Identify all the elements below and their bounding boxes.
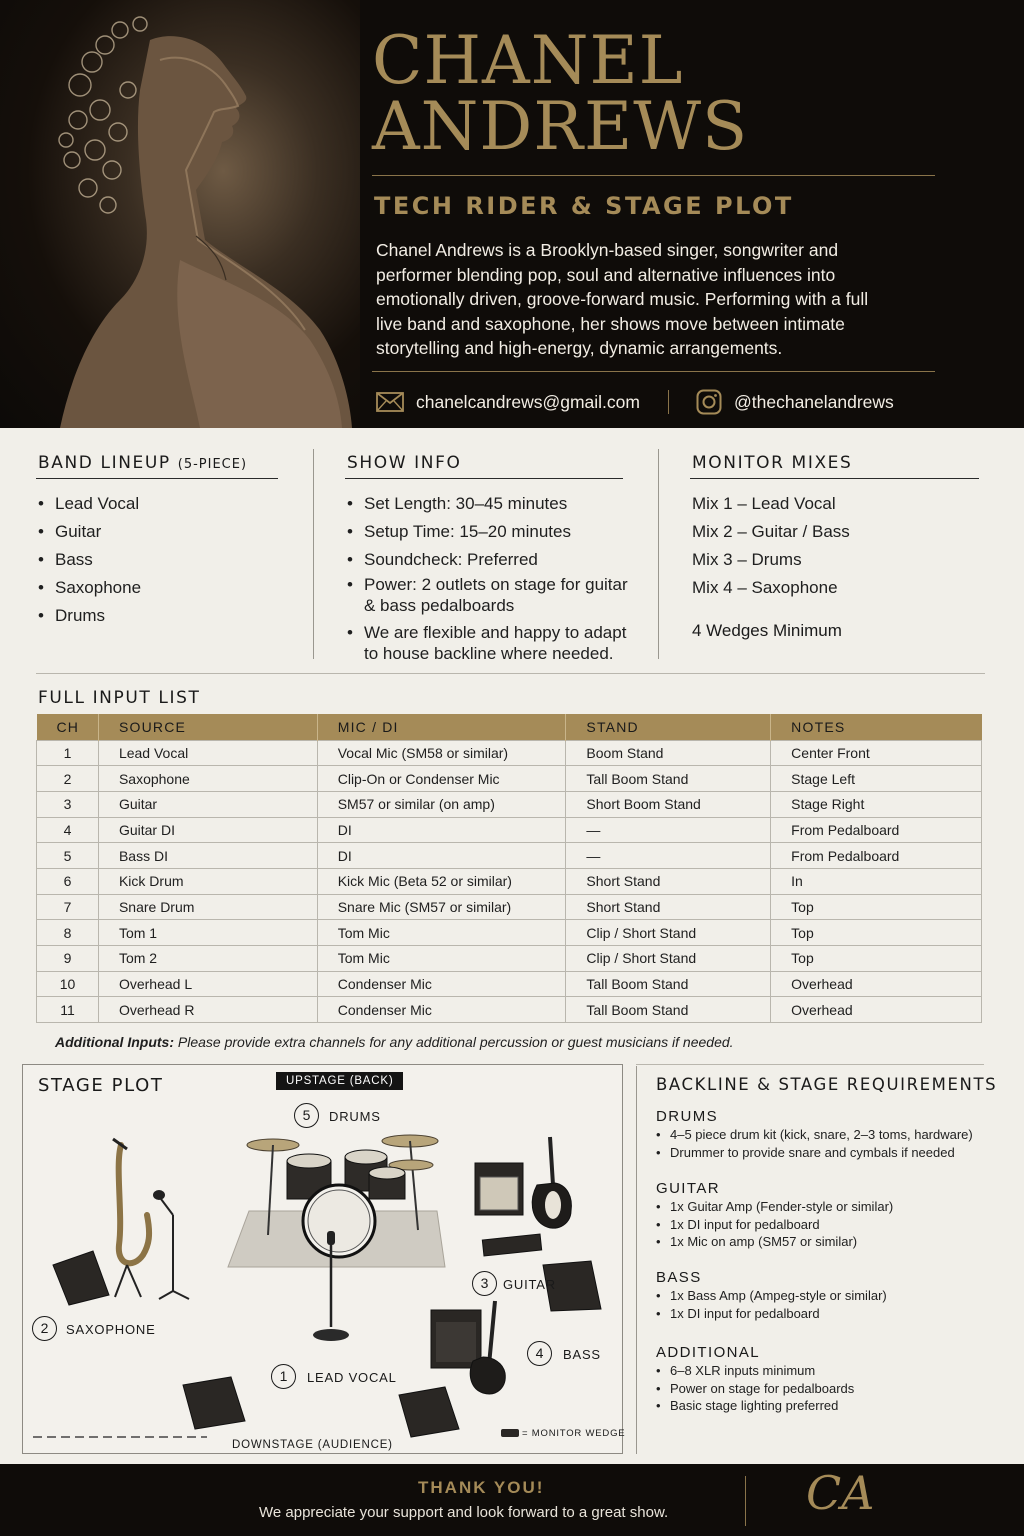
- downstage-label: DOWNSTAGE (AUDIENCE): [232, 1439, 393, 1451]
- table-cell: Top: [771, 920, 982, 946]
- saxophone-position-label: SAXOPHONE: [66, 1322, 156, 1337]
- table-cell: 7: [37, 894, 99, 920]
- table-cell: Kick Mic (Beta 52 or similar): [317, 868, 566, 894]
- list-item: • 1x DI input for pedalboard: [656, 1216, 893, 1234]
- table-cell: From Pedalboard: [771, 843, 982, 869]
- guitar-heading: GUITAR: [656, 1180, 720, 1197]
- table-cell: In: [771, 868, 982, 894]
- thank-you-heading: THANK YOU!: [418, 1478, 545, 1497]
- bass-position-label: BASS: [563, 1347, 601, 1362]
- instagram-icon: [696, 389, 722, 415]
- additional-heading: ADDITIONAL: [656, 1344, 761, 1361]
- table-cell: Tom Mic: [317, 946, 566, 972]
- bass-heading: BASS: [656, 1269, 702, 1286]
- list-item: Mix 3 – Drums: [692, 550, 802, 569]
- monitor-mixes-title: MONITOR MIXES: [692, 453, 853, 473]
- additional-requirements: [656, 1362, 854, 1415]
- table-cell: —: [566, 817, 771, 843]
- bass-requirements: [656, 1287, 887, 1322]
- section-divider: [36, 673, 985, 674]
- table-cell: Boom Stand: [566, 740, 771, 766]
- table-row: [37, 843, 982, 869]
- title-divider: [372, 175, 935, 176]
- table-cell: Overhead L: [98, 971, 317, 997]
- input-list-title: FULL INPUT LIST: [38, 688, 201, 708]
- table-row: [37, 971, 982, 997]
- table-row: [37, 740, 982, 766]
- table-row: [37, 791, 982, 817]
- thank-you-message: We appreciate your support and look forward to a great show.: [259, 1504, 669, 1521]
- table-cell: Overhead: [771, 971, 982, 997]
- list-item: • 1x Bass Amp (Ampeg-style or similar): [656, 1287, 887, 1305]
- band-lineup-list: [38, 493, 141, 626]
- table-cell: SM57 or similar (on amp): [317, 791, 566, 817]
- list-item: • 4–5 piece drum kit (kick, snare, 2–3 toms, hardware): [656, 1126, 986, 1144]
- artist-first-name: CHANEL: [372, 22, 684, 99]
- table-cell: 10: [37, 971, 99, 997]
- upstage-label: UPSTAGE (BACK): [276, 1072, 403, 1090]
- monitor-mixes-rule: [690, 478, 979, 479]
- table-cell: 4: [37, 817, 99, 843]
- position-number: 3: [472, 1271, 497, 1296]
- list-item: • 1x Guitar Amp (Fender-style or similar): [656, 1198, 893, 1216]
- artist-bio: Chanel Andrews is a Brooklyn-based singer, songwriter and performer blending pop, soul and alternative influences into emotionally driven, groove-forward music. Performing with a full live band and saxophone, her shows move between intimate storytelling and high-energy, dynamic arrangements.: [376, 240, 869, 358]
- table-cell: Tall Boom Stand: [566, 997, 771, 1023]
- list-item: • We are flexible and happy to adapt to house backline where needed.: [347, 622, 637, 664]
- table-cell: 9: [37, 946, 99, 972]
- lead-vocal-position-label: LEAD VOCAL: [307, 1370, 397, 1385]
- column-header: CH: [37, 714, 99, 740]
- list-item: • Power: 2 outlets on stage for guitar & bass pedalboards: [347, 574, 637, 616]
- table-cell: Tall Boom Stand: [566, 971, 771, 997]
- column-header: SOURCE: [98, 714, 317, 740]
- show-info-rule: [345, 478, 623, 479]
- table-cell: Overhead: [771, 997, 982, 1023]
- position-number: 5: [294, 1103, 319, 1128]
- table-cell: Saxophone: [98, 766, 317, 792]
- list-item: • Basic stage lighting preferred: [656, 1397, 854, 1415]
- column-header: NOTES: [771, 714, 982, 740]
- table-cell: 1: [37, 740, 99, 766]
- table-cell: Kick Drum: [98, 868, 317, 894]
- contact-separator: [668, 390, 669, 414]
- table-row: [37, 894, 982, 920]
- additional-inputs-note: Additional Inputs: Please provide extra channels for any additional percussion or guest musicians if needed.: [55, 1034, 734, 1050]
- table-cell: Overhead R: [98, 997, 317, 1023]
- table-cell: Guitar: [98, 791, 317, 817]
- table-cell: DI: [317, 817, 566, 843]
- drums-requirements: [656, 1126, 986, 1161]
- table-cell: 11: [37, 997, 99, 1023]
- list-item: • Setup Time: 15–20 minutes: [347, 521, 637, 542]
- table-cell: 3: [37, 791, 99, 817]
- table-cell: Bass DI: [98, 843, 317, 869]
- table-row: [37, 946, 982, 972]
- table-cell: DI: [317, 843, 566, 869]
- list-item: Mix 1 – Lead Vocal: [692, 494, 836, 513]
- table-row: [37, 868, 982, 894]
- wedges-note: 4 Wedges Minimum: [692, 621, 842, 640]
- column-divider: [658, 449, 659, 659]
- table-cell: Vocal Mic (SM58 or similar): [317, 740, 566, 766]
- input-list-table: [36, 714, 982, 1023]
- table-row: [37, 766, 982, 792]
- table-cell: Condenser Mic: [317, 971, 566, 997]
- band-lineup-rule: [36, 478, 278, 479]
- table-cell: 5: [37, 843, 99, 869]
- table-cell: Snare Mic (SM57 or similar): [317, 894, 566, 920]
- table-cell: 6: [37, 868, 99, 894]
- column-divider: [636, 1066, 637, 1454]
- document-subtitle: TECH RIDER & STAGE PLOT: [374, 192, 794, 220]
- drums-position-label: DRUMS: [329, 1109, 381, 1124]
- list-item: • Soundcheck: Preferred: [347, 549, 637, 570]
- column-header: STAND: [566, 714, 771, 740]
- table-cell: Short Stand: [566, 894, 771, 920]
- artist-last-name: ANDREWS: [372, 88, 749, 165]
- table-cell: Clip / Short Stand: [566, 920, 771, 946]
- list-item: • Bass: [38, 549, 141, 570]
- table-row: [37, 997, 982, 1023]
- header: [0, 0, 1024, 428]
- table-row: [37, 817, 982, 843]
- table-cell: Top: [771, 946, 982, 972]
- table-cell: 2: [37, 766, 99, 792]
- artist-name: [372, 22, 749, 165]
- table-cell: Top: [771, 894, 982, 920]
- table-cell: Clip-On or Condenser Mic: [317, 766, 566, 792]
- list-item: • Lead Vocal: [38, 493, 141, 514]
- table-cell: Condenser Mic: [317, 997, 566, 1023]
- email-address[interactable]: chanelcandrews@gmail.com: [416, 391, 640, 412]
- guitar-position-label: GUITAR: [503, 1277, 556, 1292]
- drums-heading: DRUMS: [656, 1108, 718, 1125]
- column-header: MIC / DI: [317, 714, 566, 740]
- instagram-contact[interactable]: [696, 388, 894, 416]
- table-row: [37, 920, 982, 946]
- table-cell: Center Front: [771, 740, 982, 766]
- guitar-requirements: [656, 1198, 893, 1251]
- list-item: Mix 2 – Guitar / Bass: [692, 522, 850, 541]
- table-cell: Lead Vocal: [98, 740, 317, 766]
- table-cell: Tall Boom Stand: [566, 766, 771, 792]
- email-contact[interactable]: [376, 388, 640, 416]
- bio-divider: [372, 371, 935, 372]
- monitor-mixes-list: [692, 493, 850, 598]
- list-item: • Drums: [38, 605, 141, 626]
- table-cell: Tom 1: [98, 920, 317, 946]
- table-cell: Guitar DI: [98, 817, 317, 843]
- list-item: • 6–8 XLR inputs minimum: [656, 1362, 854, 1380]
- backline-title: BACKLINE & STAGE REQUIREMENTS: [656, 1075, 998, 1094]
- list-item: • Guitar: [38, 521, 141, 542]
- band-lineup-title: BAND LINEUP (5-PIECE): [38, 453, 248, 473]
- table-cell: Clip / Short Stand: [566, 946, 771, 972]
- instagram-handle[interactable]: @thechanelandrews: [734, 391, 894, 412]
- table-cell: 8: [37, 920, 99, 946]
- table-cell: Short Boom Stand: [566, 791, 771, 817]
- monogram-logo: CA: [806, 1466, 875, 1520]
- table-cell: Snare Drum: [98, 894, 317, 920]
- list-item: • 1x DI input for pedalboard: [656, 1305, 887, 1323]
- list-item: • Drummer to provide snare and cymbals if needed: [656, 1144, 986, 1162]
- table-cell: —: [566, 843, 771, 869]
- stage-plot-box: [22, 1064, 626, 1454]
- table-cell: From Pedalboard: [771, 817, 982, 843]
- table-header-row: [37, 714, 982, 740]
- list-item: • Set Length: 30–45 minutes: [347, 493, 637, 514]
- show-info-title: SHOW INFO: [347, 453, 462, 473]
- position-number: 4: [527, 1341, 552, 1366]
- monitor-wedge-legend: = MONITOR WEDGE: [522, 1428, 626, 1439]
- position-number: 1: [271, 1364, 296, 1389]
- mail-icon: [376, 392, 404, 412]
- show-info-list: [347, 493, 637, 664]
- list-item: • Power on stage for pedalboards: [656, 1380, 854, 1398]
- column-divider: [313, 449, 314, 659]
- table-cell: Short Stand: [566, 868, 771, 894]
- table-cell: Stage Left: [771, 766, 982, 792]
- stage-plot-title: STAGE PLOT: [38, 1075, 164, 1096]
- footer-separator: [745, 1476, 746, 1526]
- artist-portrait: [0, 0, 360, 428]
- table-cell: Stage Right: [771, 791, 982, 817]
- list-item: • 1x Mic on amp (SM57 or similar): [656, 1233, 893, 1251]
- backline-top-rule: [636, 1064, 984, 1065]
- table-cell: Tom 2: [98, 946, 317, 972]
- position-number: 2: [32, 1316, 57, 1341]
- list-item: Mix 4 – Saxophone: [692, 578, 838, 597]
- table-cell: Tom Mic: [317, 920, 566, 946]
- list-item: • Saxophone: [38, 577, 141, 598]
